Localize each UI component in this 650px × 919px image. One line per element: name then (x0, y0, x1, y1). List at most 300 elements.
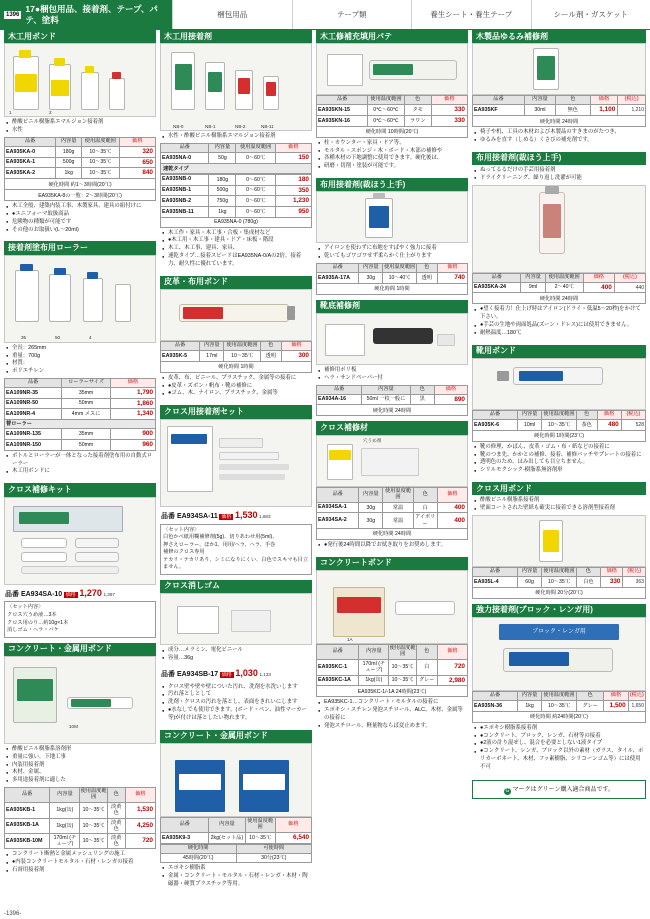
product-cloth-eraser (160, 580, 312, 725)
table-row (161, 351, 312, 362)
table-row (5, 168, 156, 179)
table-row (317, 502, 468, 513)
th-price: 価格 (437, 264, 467, 273)
category-tag (0, 0, 172, 29)
spec-table (316, 487, 468, 529)
spec-table-b (160, 174, 312, 218)
block-title: 布用接着剤(裁ほう上手) (472, 152, 646, 165)
note-1: ● エポキシ・スチレン発泡スチロール、ALC、木材、金属等の接着に (318, 707, 467, 723)
table-row (473, 577, 646, 588)
block-title: 皮革・布用ボンド (160, 276, 312, 289)
spec-table (316, 385, 468, 406)
feature-list (316, 243, 468, 263)
row-price: 950 (275, 206, 311, 217)
row-code: EA935KN-16 (317, 116, 368, 127)
table-row (5, 147, 156, 158)
row-temp: 0～60℃ (236, 153, 275, 164)
row-color: 淡黄色 (107, 833, 125, 848)
th-temp: 使用温度範囲 (236, 144, 275, 153)
note-2: ● 木工、木工事、建具、家具、 (162, 245, 311, 253)
row-color: 白 (416, 660, 437, 675)
th-capacity: 内容量 (50, 788, 80, 803)
note-0: ● クロス壁や壁や壁についた汚れ、洗剤を水洗いします (162, 684, 311, 692)
note-1: ● ●手芸の生地や両面処品(ズーン・ドレス)には使用できません。 (474, 322, 645, 330)
product-photo (472, 617, 646, 691)
sub-title: 替ローラー (5, 420, 156, 429)
th-code: 品番 (161, 144, 209, 153)
row-code: EA935NB-0 (161, 174, 209, 185)
th-temp: 使用温度範囲 (389, 645, 416, 660)
table-row (5, 398, 156, 409)
set-item-1: 押さえローラー、ほか1、用用/ヘラ、ヘラ、手巻 (163, 541, 276, 548)
row-code: EA935KB-1 (5, 803, 50, 818)
row-temp: 10～35℃ (389, 660, 416, 675)
row-capacity: 30g (359, 273, 383, 284)
table-row (473, 420, 646, 431)
row-price: 180 (275, 174, 311, 185)
feature-0: ● 水性・酢酸ビニル樹脂系エマルジョン接着剤 (162, 133, 311, 141)
th-color: 色 (107, 788, 125, 803)
table-row (5, 429, 156, 440)
row-temp: 10～35℃ (224, 351, 260, 362)
note-0: ● ●エポキシ樹脂系接着剤 (474, 725, 645, 733)
product-photo: 10M (4, 656, 156, 744)
feature-3: ● 木材、金属、 (6, 769, 155, 777)
row-price: 400 (583, 282, 614, 293)
feature-list (160, 645, 312, 665)
row-code: EA935NB-1 (161, 185, 209, 196)
product-leather-cloth-bond (160, 276, 312, 401)
spec-table-a (160, 143, 312, 164)
th-price: 価格 (583, 273, 614, 282)
row-capacity: 500g (209, 185, 236, 196)
row-temp: 10～35℃ (81, 168, 119, 179)
th-capacity: 内容量 (359, 487, 383, 502)
row-price-tax: 440 (614, 282, 645, 293)
block-title: 木工用ボンド (4, 30, 156, 43)
kit-contents-title: 〈セット内容〉 (7, 604, 44, 611)
th-price: 価格 (604, 692, 628, 701)
th-temp: 使用温度範囲 (368, 96, 404, 105)
product-wood-adhesive (160, 30, 312, 271)
feature-4: ● 多用途接着剤に適した (6, 777, 155, 785)
row-temp: 10～40℃ (383, 273, 416, 284)
row-color: 茶色 (576, 420, 597, 431)
product-photo (472, 185, 646, 273)
feature-1: ● 壁面コートされた壁紙も確実に接着できる溶剤型接着剤 (474, 505, 645, 513)
th-code: 品番 (161, 818, 209, 833)
spec-table (316, 263, 468, 284)
row-code: EA935K-5 (161, 351, 200, 362)
page-header (0, 0, 650, 30)
row-price: 2,980 (437, 675, 467, 686)
row-price: 720 (125, 833, 155, 848)
eraser-code: 品番 EA934SB-17 (161, 670, 219, 678)
row-temp: 常温 (383, 513, 413, 528)
feature-0: ● 全長：265mm (6, 345, 155, 353)
row-code: EA109NR-135 (5, 429, 62, 440)
th-price-tax: (税込) (621, 411, 645, 420)
column-2 (160, 30, 312, 895)
note-2: ● 洗剤・クロスの汚れを落とし、表面をきれいにします (162, 699, 311, 707)
row-code: EA934SA-1 (317, 502, 359, 513)
row-price: 960 (110, 440, 155, 451)
row-code: EA935A-17A (317, 273, 359, 284)
product-cloth-patch (316, 421, 468, 551)
table-row (317, 273, 468, 284)
th-price: 価格 (590, 96, 618, 105)
note-2: ● 石膏用接着剤 (6, 867, 155, 875)
product-shoe-sole-repair (316, 300, 468, 417)
note-1: ● モルタル・スポンジ・木・ボード・木部の補修や (318, 148, 467, 156)
block-title: 木工修補充填用パテ (316, 30, 468, 43)
section-tabs (172, 0, 650, 29)
spec-table (160, 817, 312, 844)
set-price: 1,530 (234, 509, 258, 520)
th-color: 色 (416, 645, 437, 660)
product-wood-loosening-repair (472, 30, 646, 147)
note-list (160, 228, 312, 271)
note-list (4, 451, 156, 478)
row-size: 50mm (62, 440, 110, 451)
spec-table (472, 567, 646, 588)
cure-time: 硬化時間 約24時間(20℃) (472, 712, 646, 723)
product-photo (472, 358, 646, 410)
feature-1: ● 乾いてもゴワゴワせず柔らかく仕上がります (318, 253, 467, 261)
set-code: 品番 EA934SA-11 (161, 512, 218, 520)
th-code: 品番 (473, 692, 518, 701)
product-photo (472, 515, 646, 567)
product-wood-putty (316, 30, 468, 173)
row-color: 淡黄色 (107, 818, 125, 833)
row-capacity: 170ml (チューブ) (359, 660, 389, 675)
feature-list (472, 165, 646, 185)
row-price: 840 (119, 168, 155, 179)
row-code: EA935KF (473, 105, 525, 116)
kit-price-tax: 1,397 (103, 591, 115, 597)
th-temp: 使用温度範囲 (383, 264, 416, 273)
product-banner: ブロック・レンガ用 (499, 624, 619, 640)
note-1: ● 木工用ボンドに (6, 468, 155, 476)
th-price: 価格 (275, 144, 311, 153)
th-color: 色 (576, 568, 600, 577)
row-price: 300 (281, 351, 311, 362)
row-code: EA935KB-10M (5, 833, 50, 848)
spec-table (472, 691, 646, 712)
row-code: EA935KA-1 (5, 157, 56, 168)
table-row (161, 206, 312, 217)
row-color: 無色 (556, 105, 591, 116)
category-tag-label: 17●梱包用品、接着剤、テープ、パテ、塗料 (25, 3, 158, 25)
cure-time: 硬化時間 20分(20℃) (472, 588, 646, 599)
product-fabric-adhesive (316, 178, 468, 295)
product-photo (316, 570, 468, 644)
product-photo (316, 43, 468, 95)
tab-3[interactable]: シール剤・ガスケット (531, 0, 650, 29)
row-capacity: 750g (209, 196, 236, 207)
note-3: ● シリルモクシック-樹脂系無溶剤形 (474, 467, 645, 475)
row-code: EA109NR-4 (5, 409, 62, 420)
note-1: ● ●皮革・ズボン・帆布・靴の補修に (162, 383, 311, 391)
spec-table (160, 341, 312, 362)
row-capacity: 1kg (209, 206, 236, 217)
row-temp: 10～35℃ (80, 818, 107, 833)
spec-table (472, 95, 646, 116)
note-1: ● 金属・コンクリート・モルタル・石材・レンガ・木材・陶磁器・硬質プラスチック等用。 (162, 873, 311, 889)
th-code: 品番 (5, 788, 50, 803)
row-price: 320 (119, 147, 155, 158)
row-price: 1,230 (275, 196, 311, 207)
block-title: クロス用接着剤セット (160, 405, 312, 418)
product-concrete-metal-bond-2 (160, 730, 312, 891)
note-list (316, 697, 468, 732)
set-price-tax: 1,683 (259, 513, 271, 519)
note-2: ● ●2液の計り混ぜし、混合を必要としない1液タイプ (474, 740, 645, 748)
eraser-price-row: 品番 EA934SB-17 価格 1,030 1,133 (161, 667, 271, 678)
row-temp: 0℃～60℃ (368, 116, 404, 127)
th-color: 色 (260, 342, 281, 351)
product-concrete-bond (316, 557, 468, 733)
tab-2[interactable]: 養生シート・養生テープ (411, 0, 531, 29)
kit-code: 品番 EA934SA-10 (5, 590, 63, 598)
block-title: クロス消しゴム (160, 580, 312, 593)
block-title: コンクリートボンド (316, 557, 468, 570)
product-photo (160, 743, 312, 817)
note-0: ● ●発行後24時間以降でお拭き取りをお奨めします。 (318, 542, 467, 550)
note-3: ● その他のお取扱い(L～20ml) (6, 227, 155, 235)
column-1 (4, 30, 156, 882)
feature-2: ● 内装用接着剤 (6, 762, 155, 770)
row-code: EA109NR-35 (5, 388, 62, 399)
th-capacity: 内容量 (209, 144, 236, 153)
row-color: 淡黄色 (107, 803, 125, 818)
th-price: 価格 (434, 385, 467, 394)
row-price: 720 (437, 660, 467, 675)
th-temp: 使用温度範囲 (224, 342, 260, 351)
block-title: 木製品ゆるみ補修剤 (472, 30, 646, 43)
note-list (160, 373, 312, 400)
green-purchase-note (472, 780, 646, 799)
th-capacity: 内容量 (517, 692, 541, 701)
th-capacity: 内容量 (362, 385, 410, 394)
th-color: 色 (416, 264, 437, 273)
row-temp: 常温 (383, 502, 413, 513)
th-price: 価格 (110, 379, 155, 388)
block-title: 接着剤塗布用ローラー (4, 241, 156, 254)
note-1: ● ●内装コンクリートモルタル・石材・レンガの接着 (6, 859, 155, 867)
feature-1: ● 重量：700g (6, 353, 155, 361)
note-list (472, 304, 646, 339)
th-capacity: 内容量 (521, 273, 545, 282)
row-capacity: 2kg(セット品) (209, 833, 245, 844)
related-products: EA935KA-8の一覧：2～3時間(20℃) (4, 190, 156, 201)
table-row (161, 153, 312, 164)
column-3 (316, 30, 468, 738)
block-title: コンクリート・金属用ボンド (160, 730, 312, 743)
th-code: 品番 (317, 385, 362, 394)
row-temp: 10～35℃ (389, 675, 416, 686)
row-temp: 0～60℃ (236, 185, 275, 196)
feature-list (4, 343, 156, 378)
note-0: ● 皮革、布、ビニール、プラスチック、金属等の接着に (162, 375, 311, 383)
product-photo (160, 419, 312, 507)
th-code: 品番 (317, 96, 368, 105)
th-color: 色 (404, 96, 431, 105)
th-code: 品番 (473, 96, 525, 105)
table-row (5, 833, 156, 848)
related-products: EA935NA-0 (780g) (160, 218, 312, 228)
note-list (316, 540, 468, 552)
tab-0[interactable]: 梱包用品 (172, 0, 292, 29)
block-title: 靴用ボンド (472, 345, 646, 358)
cure-time: 硬化時間 24時間 (472, 116, 646, 127)
block-title: クロス用ボンド (472, 482, 646, 495)
cure-time: 硬化時間 1時間 (160, 362, 312, 373)
product-cloth-repair-kit (4, 483, 156, 637)
th-price-tax: (税込) (614, 273, 645, 282)
table-row (5, 388, 156, 399)
row-capacity: 1kg (56, 168, 82, 179)
note-3: ● 研磨・切削・塗装が可能です。 (318, 163, 467, 171)
row-color: ラワン (404, 116, 431, 127)
row-price-tax: 363 (623, 577, 646, 588)
table-row (161, 853, 312, 862)
row-temp: 0℃～60℃ (368, 105, 404, 116)
table-row (161, 833, 312, 844)
feature-0: ● 酢酸ビニル樹脂系溶剤形 (6, 746, 155, 754)
spec-table (472, 410, 646, 431)
note-list (4, 201, 156, 236)
row-price: 740 (437, 273, 467, 284)
kit-price-row: 品番 EA934SA-10 価格 1,270 1,397 (5, 587, 115, 598)
spec-table (316, 95, 468, 126)
table-row (5, 818, 156, 833)
note-list (160, 682, 312, 725)
note-0: ● EA935KC-1…コンクリート・モルタルの接着に (318, 699, 467, 707)
row-code: EA935L-4 (473, 577, 518, 588)
row-code: EA935NB-2 (161, 196, 209, 207)
row-code: EA935N-36 (473, 701, 518, 712)
th-color: 色 (556, 96, 591, 105)
th-capacity: 内容量 (524, 96, 555, 105)
row-temp: 10～35℃ (80, 803, 107, 818)
product-photo: 1 2 (4, 43, 156, 117)
product-shoe-bond (472, 345, 646, 477)
feature-0: ● 酢酸ビニル樹脂系接着剤 (474, 497, 645, 505)
cure-time: 硬化時間 1時間 (316, 284, 468, 295)
note-0: ● 柱・カウンター・家具・ドア等、 (318, 140, 467, 148)
row-color: 白 (413, 502, 437, 513)
row-price: 330 (601, 577, 623, 588)
th-color: 色 (576, 411, 597, 420)
th-price: 価格 (437, 487, 467, 502)
table-row (5, 440, 156, 451)
block-title: クロス補修材 (316, 421, 468, 434)
related-products: EA935KC-1/-1A 24時間(23℃) (316, 686, 468, 697)
row-capacity: 60g (517, 577, 541, 588)
page-number-badge: 1396 (3, 10, 22, 20)
spec-table (4, 137, 156, 179)
th-price-tax: (税込) (628, 692, 645, 701)
feature-2: ● 材質： (6, 360, 155, 368)
th-price-tax: (税込) (623, 568, 646, 577)
row-capacity: 30ml (524, 105, 555, 116)
row-code: EA935KA-24 (473, 282, 521, 293)
row-capacity: 50ml 一枚一般に (362, 394, 410, 405)
note-2: ● 透明色のため、はみ出しても目立ちません。 (474, 459, 645, 467)
th-color: 色 (410, 385, 434, 394)
th-price: 価格 (125, 788, 155, 803)
cure-time: 硬化時間 24時間 (316, 529, 468, 540)
row-size: 35mm (62, 429, 110, 440)
note-list (472, 127, 646, 147)
row-capacity: 1kg(缶) (359, 675, 389, 686)
th-price: 価格 (275, 818, 311, 833)
feature-0: ● ぬってるるだけの手芸用接着剤 (474, 167, 645, 175)
set-contents-title: 〈セット内容〉 (163, 526, 200, 533)
subheader-label: 速乾タイプ (160, 164, 312, 174)
th-capacity: 内容量 (56, 138, 82, 147)
note-0: ● 靴の修理、かばん、皮革・ゴム・布・紙などの接着に (474, 444, 645, 452)
note-1: ● ●コンクリート、ブロック、レンガ、石材等の接着 (474, 733, 645, 741)
th-temp: 使用温度範囲 (542, 411, 577, 420)
row-temp: 10～35℃ (245, 833, 275, 844)
note-list (160, 863, 312, 890)
product-photo (160, 593, 312, 645)
feature-list (4, 117, 156, 137)
row-price-tax: 1,210 (618, 105, 646, 116)
product-photo (4, 497, 156, 585)
row-capacity: 180g (209, 174, 236, 185)
th-price: 価格 (597, 411, 621, 420)
row-temp: 2～40℃ (545, 282, 583, 293)
block-title: 布用接着剤(裁ほう上手) (316, 178, 468, 191)
product-photo (316, 313, 468, 365)
row-color: アイボリー (415, 514, 436, 527)
table-row (5, 803, 156, 818)
feature-0: ● 成分…メラミン、電化ビニール (162, 647, 311, 655)
row-code: EA935KB-1A (5, 818, 50, 833)
th-size: ローラーサイズ (62, 379, 110, 388)
row-price: 1,340 (110, 409, 155, 420)
tab-1[interactable]: テープ類 (292, 0, 412, 29)
block-title: 木工用接着剤 (160, 30, 312, 43)
row-temp: 10～35℃ (542, 577, 577, 588)
th-price: 価格 (119, 138, 155, 147)
note-list (472, 723, 646, 774)
row-capacity: 1kg (517, 701, 541, 712)
th-code: 品番 (5, 138, 56, 147)
row-capacity: 17ml (200, 351, 224, 362)
row-size: 35mm (62, 388, 110, 399)
cure-value: 45時間(20℃) (161, 853, 237, 862)
catalog-sheet (0, 30, 650, 919)
note-list (4, 849, 156, 876)
row-size: 50mm (62, 398, 110, 409)
feature-1: ● 重量に強い。下地工事 (6, 754, 155, 762)
table-row (473, 701, 646, 712)
set-item-3: テカリ・テカリあり、シミになりにくい、白色でスキマも目立ません。 (163, 556, 309, 571)
table-row (473, 282, 646, 293)
row-code: EA935K-6 (473, 420, 518, 431)
row-price: 350 (275, 185, 311, 196)
note-0: ● コンクリート断熱と金属メッシュリングの施工 (6, 851, 155, 859)
row-price: 650 (119, 157, 155, 168)
product-photo (160, 289, 312, 341)
th-temp: 使用温度範囲 (545, 273, 583, 282)
row-code: EA935KA-2 (5, 168, 56, 179)
spec-table (4, 378, 156, 451)
